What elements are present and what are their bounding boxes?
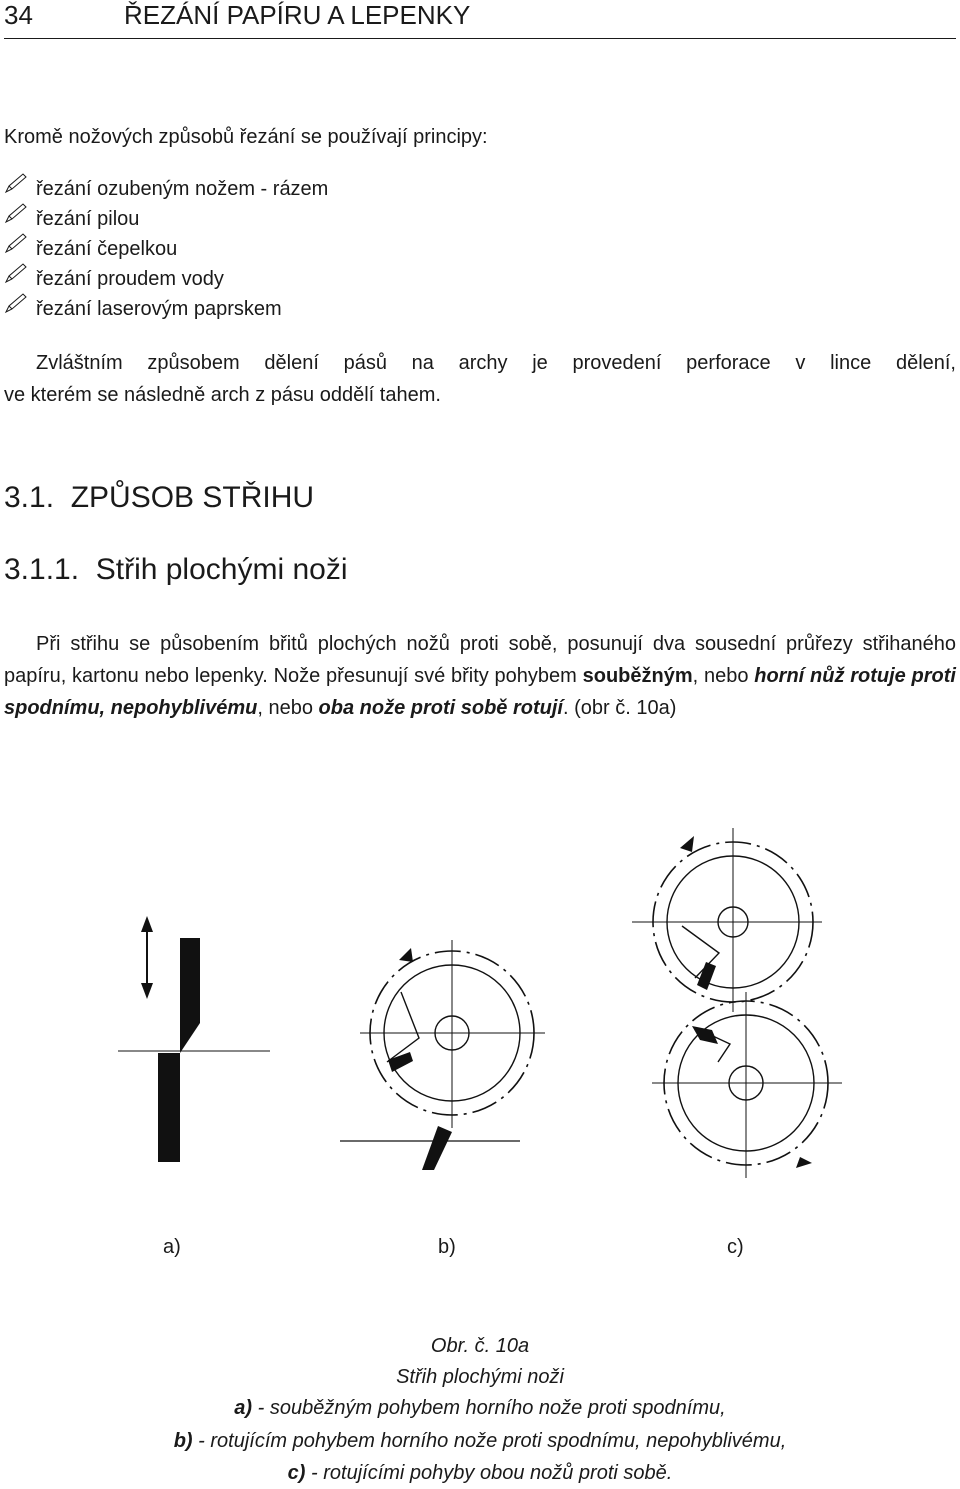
text-run: , nebo [257,697,319,719]
list-item [4,206,328,236]
figure-number: Obr. č. 10a [430,1335,530,1357]
knife-blade [388,1052,413,1072]
figure-10a [0,800,960,1220]
caption-text: - rotujícími pohyby obou nožů proti sobě. [305,1462,673,1484]
page-number: 34 [4,0,33,30]
paragraph-line: ve kterém se následně arch z pásu oddělí tahem. [4,384,441,406]
text-run: . (obr č. 10a) [562,697,677,719]
caption-item-c [0,1457,960,1489]
double-arrow-icon [141,916,153,999]
list-item [4,236,328,266]
pencil-icon [4,172,28,194]
page-title: ŘEZÁNÍ PAPÍRU A LEPENKY [124,0,471,30]
diagram-b-rotating-upper [340,940,545,1170]
figure-label-c: c) [727,1236,744,1258]
diagram-c-both-rotating [632,828,842,1178]
pencil-icon [4,232,28,254]
bullet-text: řezání ozubeným nožem - rázem [36,178,329,200]
knife-blade [692,1026,718,1044]
list-item [4,266,328,296]
bold-italic-term: oba nože proti sobě rotují [318,697,563,719]
pencil-icon [4,292,28,314]
paragraph-perforation [4,347,956,411]
bullet-text: řezání čepelkou [36,238,178,260]
paragraph-flat-knives [4,628,956,724]
text-run: Při střihu se působením břitů plochých nožů proti sobě, posunují dva sousední průřezy střihaného papíru, kartonu nebo lepenky. Nože přesunují své břity pohybem [4,633,956,687]
paragraph-line: Zvláštním způsobem dělení pásů na archy je provedení perforace v lince dělení, [36,352,956,374]
caption-text: - souběžným pohybem horního nože proti spodnímu, [252,1397,726,1419]
upper-knife [180,938,200,1053]
bullet-text: řezání proudem vody [36,268,224,290]
caption-item-b [0,1425,960,1457]
bullet-list [4,176,328,326]
text-run: , nebo [692,665,755,687]
caption-key: c) [287,1462,306,1484]
knife-blade [697,962,716,990]
caption-item-a [0,1392,960,1424]
caption-key: b) [173,1430,193,1452]
caption-key: a) [234,1397,253,1419]
header-rule [4,38,956,39]
pencil-icon [4,202,28,224]
bold-italic-term: horní nůž rotuje proti spodnímu, nepohyblivému [4,665,956,719]
bold-term: souběžným [582,665,693,687]
figure-label-a: a) [163,1236,181,1258]
rotation-arrow-icon [680,836,694,852]
intro-text: Kromě nožových způsobů řezání se používají principy: [4,126,488,148]
list-item [4,176,328,206]
diagram-a-parallel-cut [118,916,270,1162]
lower-blade [422,1126,452,1170]
rotation-arrow-icon [399,948,413,962]
rotation-arrow-icon [796,1157,812,1168]
caption-text: - rotujícím pohybem horního nože proti spodnímu, nepohyblivému, [192,1430,787,1452]
bullet-text: řezání pilou [36,208,140,230]
list-item [4,296,328,326]
pencil-icon [4,262,28,284]
bullet-text: řezání laserovým paprskem [36,298,282,320]
subsection-heading: 3.1.1. Střih plochými noži [4,553,348,586]
section-heading: 3.1. ZPŮSOB STŘIHU [4,481,315,514]
lower-knife [158,1053,180,1162]
figure-title: Střih plochými noži [396,1366,564,1388]
figure-label-b: b) [438,1236,456,1258]
